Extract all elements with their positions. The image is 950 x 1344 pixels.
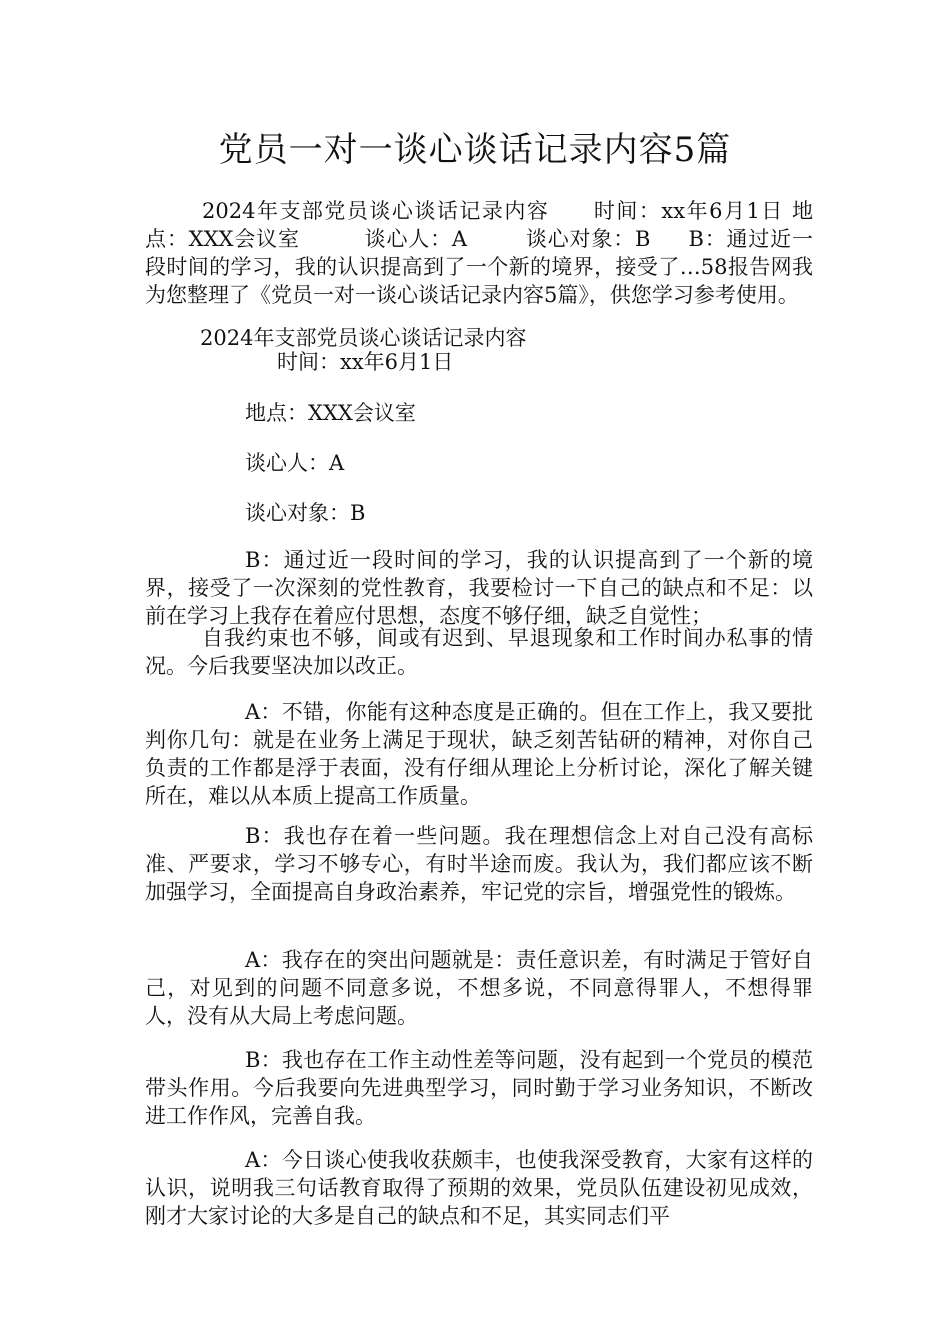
section-heading: 2024年支部党员谈心谈话记录内容 [200,326,527,350]
intro-text: B：通过近一段时间的学习，我的认识提高到了一个新的境界，接受了…58报告网我为您整理了《党员一对一谈心谈话记录内容5篇》，供您学习参考使用。 [145,227,813,307]
intro-time: 时间：xx年6月1日 [592,199,784,223]
paragraph-a-2: A：不错，你能有这种态度是正确的。但在工作上，我又要批判你几句：就是在业务上满足于现状，缺乏刻苦钻研的精神，对你自己负责的工作都是浮于表面，没有仔细从理论上分析讨论，深化了解关键所在，难以从本质上提高工作质量。 [145,700,813,808]
paragraph-b-5: B：我也存在工作主动性差等问题，没有起到一个党员的模范带头作用。今后我要向先进典型学习，同时勤于学习业务知识，不断改进工作作风，完善自我。 [145,1048,813,1128]
intro-place: 地点：XXX会议室 [145,199,813,251]
paragraph-b-1b: 自我约束也不够，间或有迟到、早退现象和工作时间办私事的情况。今后我要坚决加以改正。 [145,626,813,678]
paragraph-a-4: A：我存在的突出问题就是：责任意识差，有时满足于管好自己，对见到的问题不同意多说，不想多说，不同意得罪人，不想得罪人，没有从大局上考虑问题。 [145,948,813,1028]
place-line: 地点：XXX会议室 [245,401,416,425]
time-line: 时间：xx年6月1日 [277,350,454,374]
paragraph-b-1a: B：通过近一段时间的学习，我的认识提高到了一个新的境界，接受了一次深刻的党性教育，我要检讨一下自己的缺点和不足：以前在学习上我存在着应付思想，态度不够仔细，缺乏自觉性； [145,548,813,628]
paragraph-b-3: B：我也存在着一些问题。我在理想信念上对自己没有高标准、严要求，学习不够专心，有时半途而废。我认为，我们都应该不断加强学习，全面提高自身政治素养，牢记党的宗旨，增强党性的锻炼。 [145,824,813,904]
intro-talker: 谈心人：A [363,227,468,251]
intro-heading: 2024年支部党员谈心谈话记录内容 [202,199,550,223]
intro-paragraph [145,197,813,309]
intro-target: 谈心对象：B [525,227,651,251]
talker-line: 谈心人：A [245,451,345,475]
paragraph-a-6: A：今日谈心使我收获颇丰，也使我深受教育，大家有这样的认识，说明我三句话教育取得了预期的效果，党员队伍建设初见成效，刚才大家讨论的大多是自己的缺点和不足，其实同志们平 [145,1148,813,1228]
document-title: 党员一对一谈心谈话记录内容5篇 [218,130,732,170]
target-line: 谈心对象：B [245,501,366,525]
